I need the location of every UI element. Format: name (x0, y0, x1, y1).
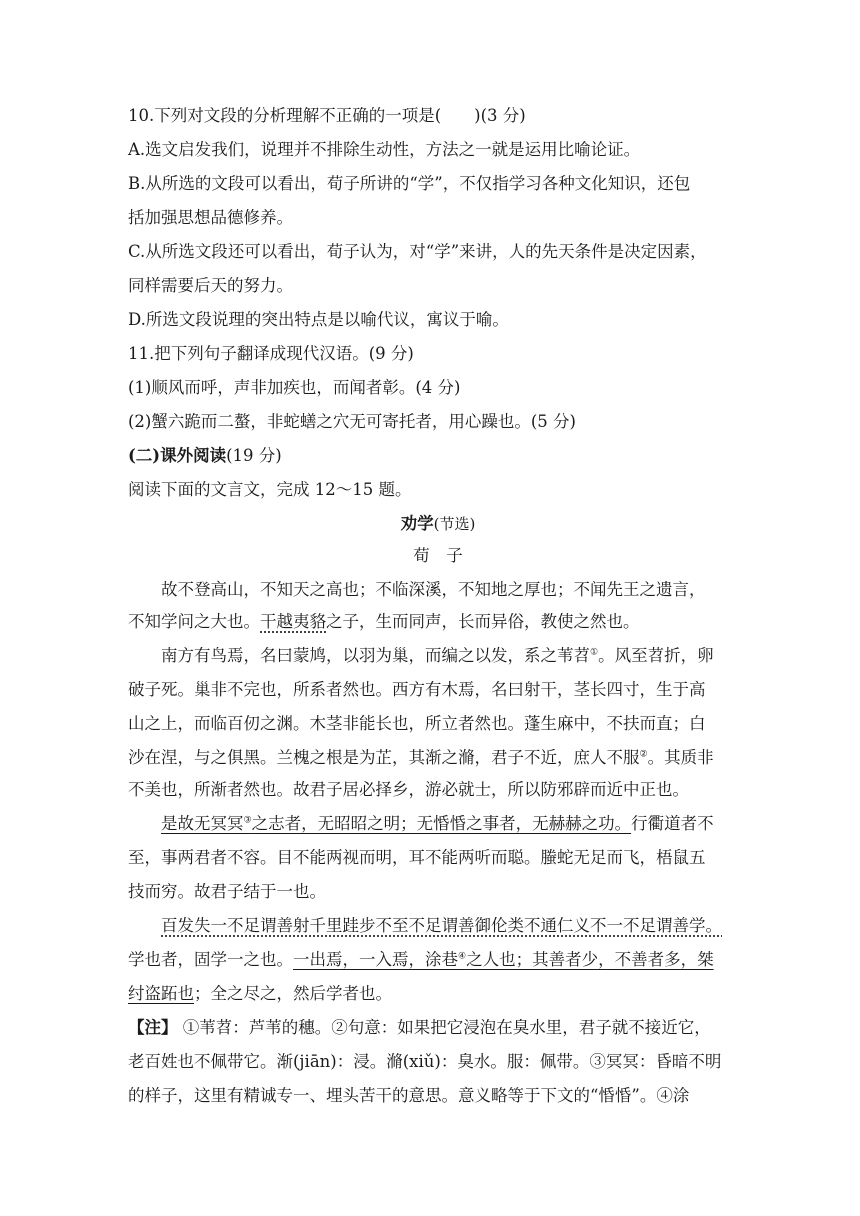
text-span: 。风至苕折，卵 (598, 646, 714, 665)
footnote-marker: ② (639, 749, 648, 760)
notes-line2: 老百姓也不佩带它。渐(jiān)：浸。滫(xiǔ)：臭水。服：佩带。③冥冥：昏暗不明 (128, 1052, 722, 1071)
q10-option-b-line1: B.从所选的文段可以看出，荀子所讲的“学”，不仅指学习各种文化知识，还包 (128, 174, 691, 193)
emphasized-phrase: 干越夷貉 (260, 612, 326, 631)
text-span: 。其质非 (647, 748, 714, 767)
notes-label: 【注】 (128, 1018, 178, 1037)
text-span: 沙在涅，与之俱黑。兰槐之根是为芷，其渐之滫，君子不近，庶人不服 (128, 748, 640, 767)
underlined-sentence (161, 814, 631, 833)
passage-author: 荀 子 (413, 546, 463, 565)
text-span: 是故无冥冥 (161, 814, 244, 833)
passage-p1-line1: 故不登高山，不知天之高也；不临深溪，不知地之厚也；不闻先王之遗言， (161, 580, 706, 599)
q10-option-c-line2: 同样需要后天的努力。 (128, 276, 293, 295)
text-span: 学也者，固学一之也。 (128, 950, 293, 969)
passage-title-text: 劝学 (400, 514, 434, 533)
text-span: 一出焉，一入焉，涂巷 (293, 950, 458, 969)
underlined-sentence (293, 950, 714, 969)
text-span: 不知学问之大也。 (128, 612, 260, 631)
q10-option-c-line1: C.从所选文段还可以看出，荀子认为，对“学”来讲，人的先天条件是决定因素， (128, 242, 707, 261)
q11-sentence-2: (2)蟹六跪而二螯，非蛇蟮之穴无可寄托者，用心躁也。(5 分) (128, 412, 576, 431)
section-points: (19 分) (226, 446, 282, 465)
q10-option-d: D.所选文段说理的突出特点是以喻代议，寓议于喻。 (128, 310, 509, 329)
footnote-marker: ① (590, 647, 599, 658)
passage-p2-line4 (128, 747, 714, 769)
q10-option-b-line2: 括加强思想品德修养。 (128, 208, 293, 227)
q10-stem: 10.下列对文段的分析理解不正确的一项是( )(3 分) (128, 106, 526, 125)
q11-stem: 11.把下列句子翻译成现代汉语。(9 分) (128, 344, 414, 363)
section-title: (二)课外阅读 (128, 446, 227, 465)
passage-p2-line1 (161, 645, 714, 667)
q11-sentence-1: (1)顺风而呼，声非加疾也，而闻者彰。(4 分) (128, 378, 461, 397)
notes-line1 (128, 1017, 711, 1039)
footnote-marker: ③ (243, 815, 252, 826)
passage-p3-line3: 技而穷。故君子结于一也。 (128, 882, 326, 901)
section-instruction: 阅读下面的文言文，完成 12～15 题。 (128, 480, 412, 499)
text-span: 之志者，无昭昭之明；无惛惛之事者，无赫赫之功。 (251, 814, 632, 833)
passage-p3-line2: 至，事两君者不容。目不能两视而明，耳不能两听而聪。螣蛇无足而飞，梧鼠五 (128, 848, 706, 867)
passage-p4-line1 (161, 915, 722, 937)
passage-p2-line5: 不美也，所渐者然也。故君子居必择乡，游必就士，所以防邪辟而近中正也。 (128, 780, 689, 799)
passage-p3-line1 (161, 813, 714, 835)
passage-p2-line3: 山之上，而临百仞之渊。木茎非能长也，所立者然也。蓬生麻中，不扶而直；白 (128, 714, 706, 733)
punctuation-exercise-sentence: 百发失一不足谓善射千里跬步不至不足谓善御伦类不通仁义不一不足谓善学。 (161, 916, 722, 935)
footnote-marker: ④ (458, 951, 467, 962)
text-span: 之子，生而同声，长而异俗，教使之然也。 (326, 612, 640, 631)
q10-option-a: A.选文启发我们，说理并不排除生动性，方法之一就是运用比喻论证。 (128, 140, 641, 159)
section-heading (128, 445, 282, 467)
text-span: 之人也；其善者少，不善者多，桀 (466, 950, 714, 969)
notes-line3: 的样子，这里有精诚专一、埋头苦干的意思。意义略等于下文的“惛惛”。④涂 (128, 1086, 690, 1105)
underlined-sentence: 纣盗跖也 (128, 984, 194, 1003)
passage-p1-line2 (128, 611, 640, 633)
passage-title (128, 513, 748, 535)
passage-title-note: (节选) (433, 515, 476, 533)
passage-p4-line2 (128, 949, 714, 971)
text-span: 南方有鸟焉，名曰蒙鸠，以羽为巢，而编之以发，系之苇苕 (161, 646, 590, 665)
passage-p2-line2: 破子死。巢非不完也，所系者然也。西方有木焉，名曰射干，茎长四寸，生于高 (128, 680, 706, 699)
passage-p4-line3 (128, 983, 392, 1005)
text-span: ①苇苕：芦苇的穗。②句意：如果把它浸泡在臭水里，君子就不接近它， (182, 1018, 711, 1037)
text-span: 行衢道者不 (631, 814, 714, 833)
text-span: ；全之尽之，然后学者也。 (194, 984, 392, 1003)
